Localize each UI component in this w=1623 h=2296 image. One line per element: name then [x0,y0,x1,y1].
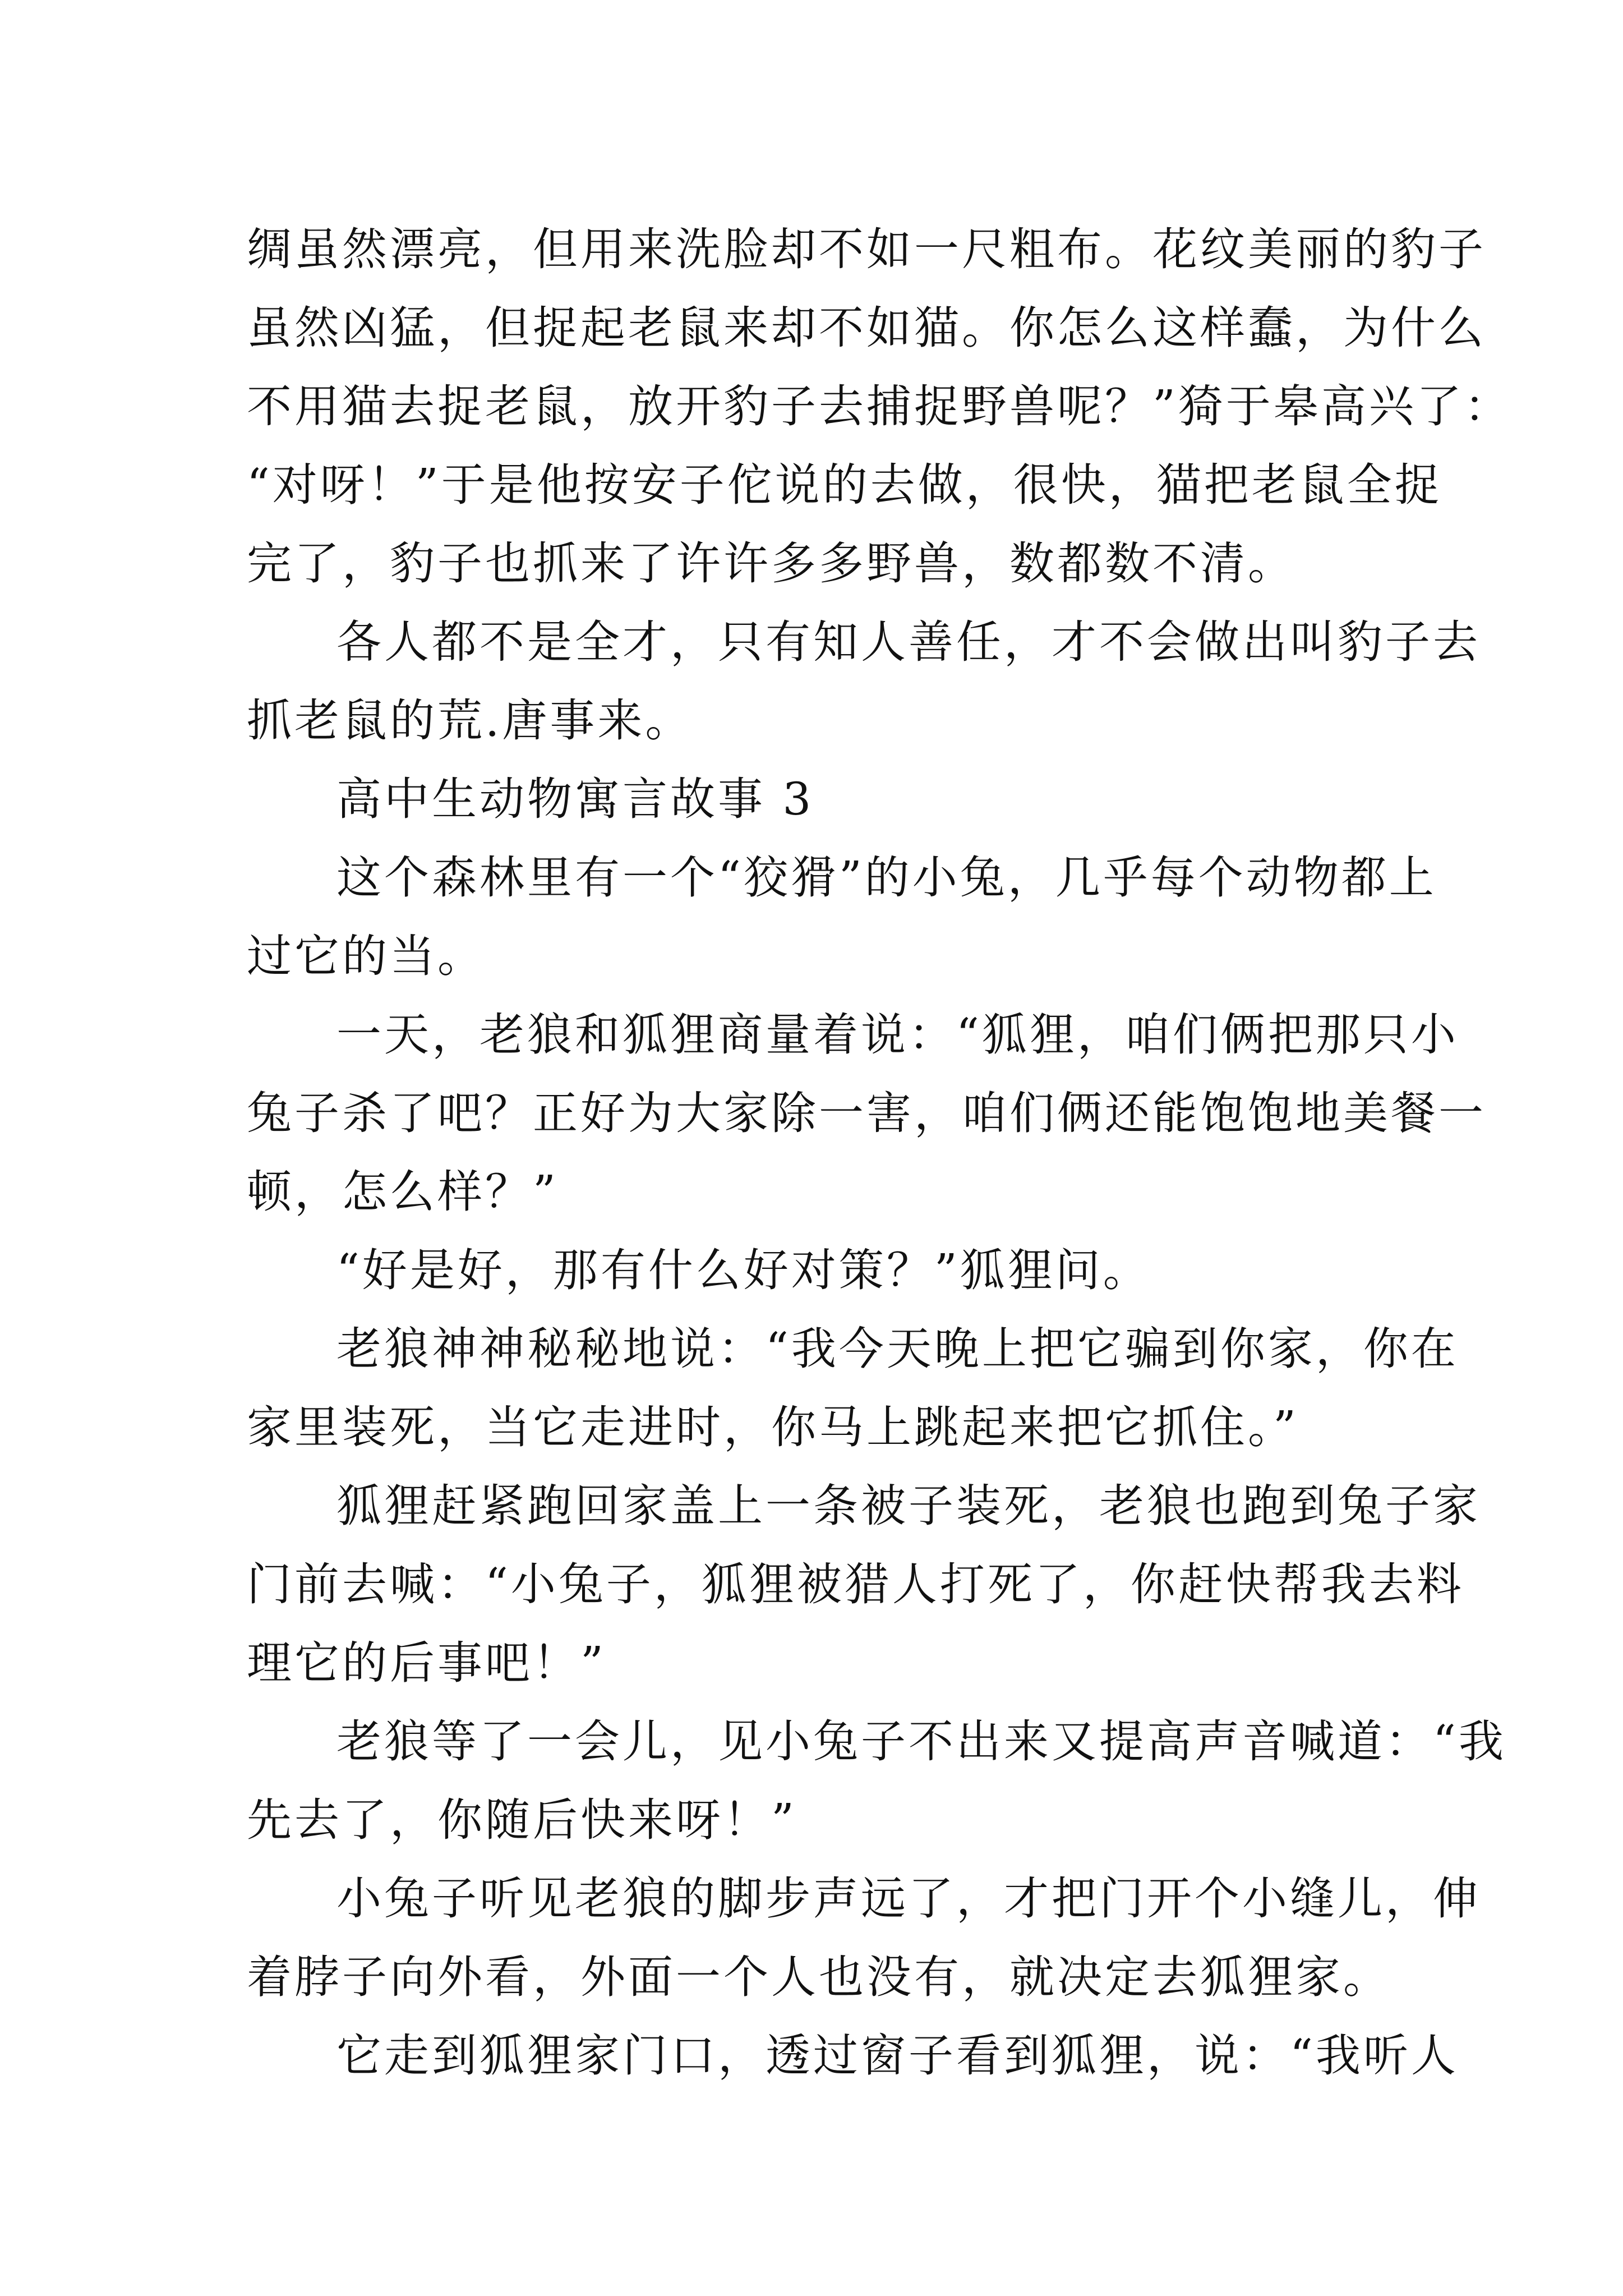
paragraph-rabbit-line-2: 着脖子向外看，外面一个人也没有，就决定去狐狸家。 [247,1951,1391,2003]
paragraph-wait-line-2: 先去了，你随后快来呀！” [247,1794,797,1846]
paragraph-action-line-3: 理它的后事吧！” [247,1637,606,1689]
paragraph-question: “好是好，那有什么好对策？”狐狸问。 [336,1244,1151,1296]
paragraph-moral-line-2: 抓老鼠的荒.唐事来。 [247,694,693,747]
text-line-5: 完了，豹子也抓来了许许多多野兽，数都数不清。 [247,537,1295,590]
paragraph-moral-line-1: 各人都不是全才，只有知人善任，才不会做出叫豹子去 [336,616,1481,668]
paragraph-rabbit-line-1: 小兔子听见老狼的脚步声远了，才把门开个小缝儿，伸 [336,1872,1481,1925]
paragraph-action-line-2: 门前去喊：“小兔子，狐狸被猎人打死了，你赶快帮我去料 [247,1558,1464,1611]
paragraph-window-line-1: 它走到狐狸家门口，透过窗子看到狐狸，说：“我听人 [336,2030,1459,2082]
text-line-2: 虽然凶猛，但捉起老鼠来却不如猫。你怎么这样蠢，为什么 [247,302,1486,354]
paragraph-wait-line-1: 老狼等了一会儿，见小兔子不出来又提高声音喊道：“我 [336,1715,1506,1768]
text-line-1: 绸虽然漂亮，但用来洗脸却不如一尺粗布。花纹美丽的豹子 [247,223,1486,275]
story-text [247,210,1512,2095]
section-heading: 高中生动物寓言故事 3 [336,773,814,825]
paragraph-trick-line-1: 老狼神神秘秘地说：“我今天晚上把它骗到你家，你在 [336,1323,1459,1375]
paragraph-plan-line-2: 兔子杀了吧？正好为大家除一害，咱们俩还能饱饱地美餐一 [247,1087,1486,1139]
paragraph-trick-line-2: 家里装死，当它走进时，你马上跳起来把它抓住。” [247,1401,1299,1453]
text-line-3: 不用猫去捉老鼠，放开豹子去捕捉野兽呢？”猗于皋高兴了： [247,380,1512,432]
paragraph-plan-line-1: 一天，老狼和狐狸商量着说：“狐狸，咱们俩把那只小 [336,1009,1459,1061]
paragraph-intro-line-1: 这个森林里有一个“狡猾”的小兔，几乎每个动物都上 [336,852,1437,904]
paragraph-action-line-1: 狐狸赶紧跑回家盖上一条被子装死，老狼也跑到兔子家 [336,1480,1481,1532]
paragraph-plan-line-3: 顿，怎么样？” [247,1166,559,1218]
paragraph-intro-line-2: 过它的当。 [247,930,485,982]
text-line-4: “对呀！”于是他按安子佗说的去做，很快，猫把老鼠全捉 [247,459,1442,511]
